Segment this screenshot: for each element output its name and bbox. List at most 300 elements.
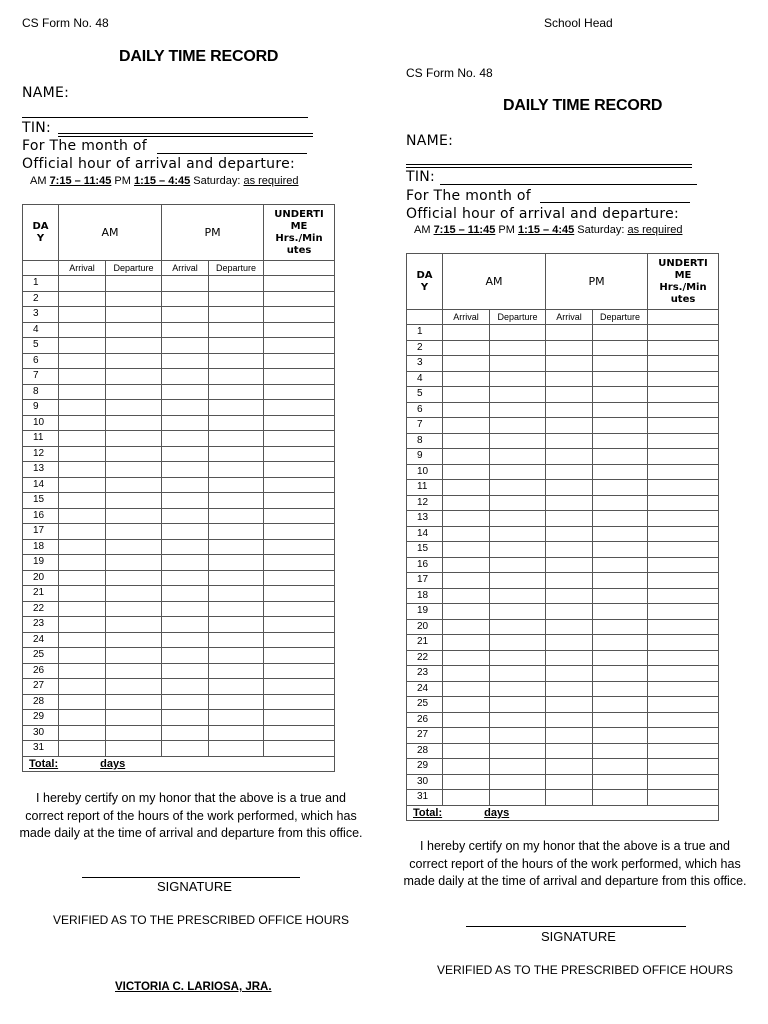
am-departure-cell[interactable] (106, 710, 162, 726)
am-arrival-cell[interactable] (443, 340, 490, 356)
undertime-cell[interactable] (648, 340, 719, 356)
undertime-cell[interactable] (648, 433, 719, 449)
tin-line[interactable] (440, 184, 697, 185)
am-arrival-cell[interactable] (59, 369, 106, 385)
pm-arrival-cell[interactable] (546, 573, 593, 589)
pm-arrival-cell[interactable] (162, 710, 209, 726)
pm-departure-cell[interactable] (593, 650, 648, 666)
am-arrival-cell[interactable] (59, 694, 106, 710)
undertime-cell[interactable] (648, 666, 719, 682)
am-arrival-cell[interactable] (443, 433, 490, 449)
undertime-cell[interactable] (648, 573, 719, 589)
undertime-cell[interactable] (264, 741, 335, 757)
undertime-cell[interactable] (264, 601, 335, 617)
am-departure-cell[interactable] (106, 291, 162, 307)
undertime-cell[interactable] (648, 495, 719, 511)
am-arrival-cell[interactable] (59, 446, 106, 462)
pm-departure-cell[interactable] (209, 617, 264, 633)
undertime-cell[interactable] (648, 604, 719, 620)
pm-arrival-cell[interactable] (546, 480, 593, 496)
am-arrival-cell[interactable] (59, 679, 106, 695)
am-arrival-cell[interactable] (59, 632, 106, 648)
pm-departure-cell[interactable] (209, 276, 264, 292)
am-arrival-cell[interactable] (59, 508, 106, 524)
undertime-cell[interactable] (648, 712, 719, 728)
pm-departure-cell[interactable] (593, 387, 648, 403)
am-departure-cell[interactable] (106, 586, 162, 602)
pm-departure-cell[interactable] (593, 340, 648, 356)
am-arrival-cell[interactable] (59, 741, 106, 757)
pm-departure-cell[interactable] (593, 402, 648, 418)
pm-arrival-cell[interactable] (162, 462, 209, 478)
pm-departure-cell[interactable] (209, 555, 264, 571)
am-departure-cell[interactable] (490, 402, 546, 418)
pm-arrival-cell[interactable] (162, 369, 209, 385)
am-departure-cell[interactable] (490, 526, 546, 542)
am-departure-cell[interactable] (490, 387, 546, 403)
undertime-cell[interactable] (264, 539, 335, 555)
undertime-cell[interactable] (264, 322, 335, 338)
am-departure-cell[interactable] (106, 648, 162, 664)
am-arrival-cell[interactable] (59, 725, 106, 741)
pm-departure-cell[interactable] (593, 418, 648, 434)
am-departure-cell[interactable] (106, 431, 162, 447)
pm-arrival-cell[interactable] (162, 446, 209, 462)
pm-departure-cell[interactable] (209, 431, 264, 447)
pm-departure-cell[interactable] (209, 384, 264, 400)
am-departure-cell[interactable] (490, 449, 546, 465)
name-line[interactable] (22, 117, 308, 118)
undertime-cell[interactable] (648, 635, 719, 651)
pm-arrival-cell[interactable] (162, 400, 209, 416)
undertime-cell[interactable] (648, 480, 719, 496)
pm-arrival-cell[interactable] (546, 371, 593, 387)
pm-departure-cell[interactable] (593, 774, 648, 790)
pm-departure-cell[interactable] (593, 511, 648, 527)
pm-departure-cell[interactable] (593, 495, 648, 511)
am-departure-cell[interactable] (490, 573, 546, 589)
undertime-cell[interactable] (264, 338, 335, 354)
pm-arrival-cell[interactable] (162, 338, 209, 354)
pm-departure-cell[interactable] (593, 573, 648, 589)
am-arrival-cell[interactable] (59, 555, 106, 571)
pm-arrival-cell[interactable] (546, 433, 593, 449)
pm-departure-cell[interactable] (209, 570, 264, 586)
undertime-cell[interactable] (648, 774, 719, 790)
pm-departure-cell[interactable] (209, 477, 264, 493)
am-arrival-cell[interactable] (443, 402, 490, 418)
am-departure-cell[interactable] (106, 446, 162, 462)
pm-arrival-cell[interactable] (546, 650, 593, 666)
am-arrival-cell[interactable] (443, 728, 490, 744)
am-departure-cell[interactable] (106, 539, 162, 555)
undertime-cell[interactable] (264, 415, 335, 431)
pm-arrival-cell[interactable] (546, 495, 593, 511)
pm-departure-cell[interactable] (593, 743, 648, 759)
am-departure-cell[interactable] (106, 508, 162, 524)
am-departure-cell[interactable] (490, 464, 546, 480)
am-departure-cell[interactable] (106, 493, 162, 509)
pm-arrival-cell[interactable] (162, 276, 209, 292)
am-arrival-cell[interactable] (443, 588, 490, 604)
am-departure-cell[interactable] (106, 570, 162, 586)
undertime-cell[interactable] (648, 371, 719, 387)
pm-arrival-cell[interactable] (162, 353, 209, 369)
signature-line[interactable] (82, 877, 300, 878)
am-arrival-cell[interactable] (443, 774, 490, 790)
am-departure-cell[interactable] (106, 322, 162, 338)
am-arrival-cell[interactable] (443, 387, 490, 403)
undertime-cell[interactable] (648, 681, 719, 697)
am-departure-cell[interactable] (106, 617, 162, 633)
undertime-cell[interactable] (264, 400, 335, 416)
pm-arrival-cell[interactable] (162, 694, 209, 710)
pm-arrival-cell[interactable] (546, 557, 593, 573)
am-departure-cell[interactable] (490, 340, 546, 356)
am-departure-cell[interactable] (490, 666, 546, 682)
undertime-cell[interactable] (648, 402, 719, 418)
undertime-cell[interactable] (264, 276, 335, 292)
pm-arrival-cell[interactable] (546, 588, 593, 604)
am-arrival-cell[interactable] (59, 291, 106, 307)
undertime-cell[interactable] (264, 493, 335, 509)
pm-departure-cell[interactable] (209, 586, 264, 602)
undertime-cell[interactable] (264, 307, 335, 323)
am-arrival-cell[interactable] (59, 663, 106, 679)
pm-departure-cell[interactable] (593, 449, 648, 465)
signature-line[interactable] (466, 926, 686, 927)
am-arrival-cell[interactable] (443, 480, 490, 496)
undertime-cell[interactable] (264, 617, 335, 633)
pm-departure-cell[interactable] (593, 635, 648, 651)
undertime-cell[interactable] (264, 632, 335, 648)
am-departure-cell[interactable] (106, 694, 162, 710)
am-arrival-cell[interactable] (443, 526, 490, 542)
pm-departure-cell[interactable] (593, 697, 648, 713)
name-line[interactable] (406, 164, 692, 165)
am-departure-cell[interactable] (490, 650, 546, 666)
pm-arrival-cell[interactable] (162, 291, 209, 307)
pm-arrival-cell[interactable] (162, 415, 209, 431)
undertime-cell[interactable] (264, 462, 335, 478)
am-departure-cell[interactable] (106, 725, 162, 741)
am-arrival-cell[interactable] (443, 650, 490, 666)
pm-departure-cell[interactable] (209, 415, 264, 431)
pm-departure-cell[interactable] (593, 325, 648, 341)
pm-departure-cell[interactable] (593, 619, 648, 635)
am-arrival-cell[interactable] (443, 681, 490, 697)
am-departure-cell[interactable] (106, 400, 162, 416)
pm-arrival-cell[interactable] (546, 464, 593, 480)
undertime-cell[interactable] (264, 524, 335, 540)
am-arrival-cell[interactable] (59, 586, 106, 602)
pm-departure-cell[interactable] (209, 601, 264, 617)
am-arrival-cell[interactable] (443, 356, 490, 372)
am-departure-cell[interactable] (490, 371, 546, 387)
undertime-cell[interactable] (648, 588, 719, 604)
pm-arrival-cell[interactable] (162, 539, 209, 555)
undertime-cell[interactable] (648, 526, 719, 542)
pm-departure-cell[interactable] (209, 741, 264, 757)
pm-arrival-cell[interactable] (546, 604, 593, 620)
undertime-cell[interactable] (648, 759, 719, 775)
pm-arrival-cell[interactable] (546, 712, 593, 728)
pm-arrival-cell[interactable] (546, 542, 593, 558)
pm-arrival-cell[interactable] (546, 387, 593, 403)
pm-arrival-cell[interactable] (162, 307, 209, 323)
am-departure-cell[interactable] (106, 679, 162, 695)
tin-line[interactable] (58, 133, 313, 134)
pm-arrival-cell[interactable] (162, 632, 209, 648)
pm-departure-cell[interactable] (209, 694, 264, 710)
pm-arrival-cell[interactable] (162, 663, 209, 679)
undertime-cell[interactable] (264, 384, 335, 400)
am-departure-cell[interactable] (490, 774, 546, 790)
undertime-cell[interactable] (648, 542, 719, 558)
pm-arrival-cell[interactable] (546, 402, 593, 418)
pm-departure-cell[interactable] (209, 508, 264, 524)
pm-arrival-cell[interactable] (162, 508, 209, 524)
undertime-cell[interactable] (264, 694, 335, 710)
am-departure-cell[interactable] (106, 384, 162, 400)
pm-arrival-cell[interactable] (162, 493, 209, 509)
am-departure-cell[interactable] (490, 635, 546, 651)
undertime-cell[interactable] (264, 291, 335, 307)
pm-departure-cell[interactable] (209, 524, 264, 540)
am-arrival-cell[interactable] (443, 418, 490, 434)
pm-arrival-cell[interactable] (162, 524, 209, 540)
pm-arrival-cell[interactable] (546, 790, 593, 806)
pm-arrival-cell[interactable] (162, 555, 209, 571)
undertime-cell[interactable] (648, 557, 719, 573)
am-departure-cell[interactable] (490, 712, 546, 728)
undertime-cell[interactable] (648, 464, 719, 480)
am-departure-cell[interactable] (106, 663, 162, 679)
undertime-cell[interactable] (264, 648, 335, 664)
am-arrival-cell[interactable] (59, 648, 106, 664)
am-arrival-cell[interactable] (59, 570, 106, 586)
am-arrival-cell[interactable] (59, 539, 106, 555)
undertime-cell[interactable] (648, 387, 719, 403)
undertime-cell[interactable] (264, 570, 335, 586)
undertime-cell[interactable] (264, 508, 335, 524)
pm-arrival-cell[interactable] (162, 601, 209, 617)
pm-departure-cell[interactable] (209, 462, 264, 478)
am-arrival-cell[interactable] (59, 524, 106, 540)
pm-arrival-cell[interactable] (546, 325, 593, 341)
am-arrival-cell[interactable] (443, 759, 490, 775)
pm-departure-cell[interactable] (593, 526, 648, 542)
undertime-cell[interactable] (648, 790, 719, 806)
am-departure-cell[interactable] (106, 555, 162, 571)
pm-arrival-cell[interactable] (546, 681, 593, 697)
pm-departure-cell[interactable] (209, 663, 264, 679)
am-departure-cell[interactable] (106, 524, 162, 540)
pm-departure-cell[interactable] (209, 369, 264, 385)
pm-departure-cell[interactable] (209, 632, 264, 648)
am-departure-cell[interactable] (490, 495, 546, 511)
pm-departure-cell[interactable] (593, 464, 648, 480)
am-departure-cell[interactable] (106, 477, 162, 493)
am-arrival-cell[interactable] (59, 493, 106, 509)
am-departure-cell[interactable] (490, 418, 546, 434)
pm-arrival-cell[interactable] (546, 697, 593, 713)
am-departure-cell[interactable] (106, 415, 162, 431)
am-arrival-cell[interactable] (59, 338, 106, 354)
pm-arrival-cell[interactable] (546, 511, 593, 527)
am-arrival-cell[interactable] (59, 431, 106, 447)
pm-arrival-cell[interactable] (546, 743, 593, 759)
month-line[interactable] (157, 153, 307, 154)
am-arrival-cell[interactable] (443, 557, 490, 573)
am-departure-cell[interactable] (490, 433, 546, 449)
pm-departure-cell[interactable] (209, 725, 264, 741)
pm-departure-cell[interactable] (593, 557, 648, 573)
undertime-cell[interactable] (264, 725, 335, 741)
pm-departure-cell[interactable] (209, 322, 264, 338)
pm-arrival-cell[interactable] (162, 586, 209, 602)
pm-departure-cell[interactable] (593, 480, 648, 496)
pm-departure-cell[interactable] (593, 681, 648, 697)
am-arrival-cell[interactable] (59, 276, 106, 292)
am-departure-cell[interactable] (490, 759, 546, 775)
pm-arrival-cell[interactable] (162, 741, 209, 757)
pm-arrival-cell[interactable] (162, 617, 209, 633)
am-departure-cell[interactable] (106, 338, 162, 354)
am-departure-cell[interactable] (490, 681, 546, 697)
pm-departure-cell[interactable] (593, 542, 648, 558)
pm-departure-cell[interactable] (209, 353, 264, 369)
pm-departure-cell[interactable] (209, 648, 264, 664)
pm-departure-cell[interactable] (593, 604, 648, 620)
am-arrival-cell[interactable] (443, 325, 490, 341)
am-departure-cell[interactable] (490, 511, 546, 527)
undertime-cell[interactable] (264, 586, 335, 602)
am-arrival-cell[interactable] (443, 449, 490, 465)
am-departure-cell[interactable] (490, 728, 546, 744)
pm-arrival-cell[interactable] (162, 384, 209, 400)
am-arrival-cell[interactable] (443, 542, 490, 558)
am-arrival-cell[interactable] (443, 604, 490, 620)
am-arrival-cell[interactable] (59, 384, 106, 400)
undertime-cell[interactable] (648, 325, 719, 341)
pm-departure-cell[interactable] (209, 338, 264, 354)
am-departure-cell[interactable] (490, 480, 546, 496)
pm-arrival-cell[interactable] (546, 356, 593, 372)
pm-arrival-cell[interactable] (546, 728, 593, 744)
pm-departure-cell[interactable] (209, 400, 264, 416)
pm-arrival-cell[interactable] (546, 759, 593, 775)
am-arrival-cell[interactable] (59, 601, 106, 617)
am-departure-cell[interactable] (490, 697, 546, 713)
undertime-cell[interactable] (264, 710, 335, 726)
pm-arrival-cell[interactable] (546, 635, 593, 651)
am-departure-cell[interactable] (106, 632, 162, 648)
pm-departure-cell[interactable] (593, 588, 648, 604)
am-arrival-cell[interactable] (59, 322, 106, 338)
pm-departure-cell[interactable] (593, 356, 648, 372)
am-arrival-cell[interactable] (443, 511, 490, 527)
am-departure-cell[interactable] (490, 604, 546, 620)
pm-departure-cell[interactable] (593, 728, 648, 744)
am-arrival-cell[interactable] (443, 573, 490, 589)
am-arrival-cell[interactable] (59, 400, 106, 416)
am-arrival-cell[interactable] (443, 712, 490, 728)
am-arrival-cell[interactable] (59, 462, 106, 478)
pm-arrival-cell[interactable] (162, 477, 209, 493)
pm-arrival-cell[interactable] (546, 526, 593, 542)
pm-departure-cell[interactable] (593, 790, 648, 806)
pm-arrival-cell[interactable] (546, 449, 593, 465)
am-arrival-cell[interactable] (59, 353, 106, 369)
am-arrival-cell[interactable] (59, 710, 106, 726)
pm-arrival-cell[interactable] (162, 648, 209, 664)
pm-departure-cell[interactable] (209, 679, 264, 695)
am-departure-cell[interactable] (106, 601, 162, 617)
undertime-cell[interactable] (264, 555, 335, 571)
undertime-cell[interactable] (648, 356, 719, 372)
am-arrival-cell[interactable] (59, 617, 106, 633)
am-departure-cell[interactable] (106, 276, 162, 292)
am-departure-cell[interactable] (490, 542, 546, 558)
undertime-cell[interactable] (648, 650, 719, 666)
am-departure-cell[interactable] (106, 369, 162, 385)
pm-arrival-cell[interactable] (162, 679, 209, 695)
undertime-cell[interactable] (264, 446, 335, 462)
am-departure-cell[interactable] (490, 743, 546, 759)
am-departure-cell[interactable] (490, 619, 546, 635)
am-arrival-cell[interactable] (443, 790, 490, 806)
pm-departure-cell[interactable] (209, 710, 264, 726)
am-departure-cell[interactable] (106, 307, 162, 323)
am-departure-cell[interactable] (106, 353, 162, 369)
undertime-cell[interactable] (264, 663, 335, 679)
pm-departure-cell[interactable] (209, 446, 264, 462)
month-line[interactable] (540, 202, 690, 203)
undertime-cell[interactable] (264, 679, 335, 695)
undertime-cell[interactable] (648, 697, 719, 713)
am-departure-cell[interactable] (490, 325, 546, 341)
pm-departure-cell[interactable] (593, 666, 648, 682)
am-arrival-cell[interactable] (443, 495, 490, 511)
pm-departure-cell[interactable] (209, 539, 264, 555)
am-departure-cell[interactable] (106, 741, 162, 757)
pm-arrival-cell[interactable] (162, 322, 209, 338)
undertime-cell[interactable] (648, 619, 719, 635)
am-arrival-cell[interactable] (59, 307, 106, 323)
undertime-cell[interactable] (648, 449, 719, 465)
pm-departure-cell[interactable] (593, 371, 648, 387)
pm-arrival-cell[interactable] (546, 666, 593, 682)
undertime-cell[interactable] (264, 477, 335, 493)
undertime-cell[interactable] (264, 353, 335, 369)
pm-arrival-cell[interactable] (546, 340, 593, 356)
pm-departure-cell[interactable] (593, 712, 648, 728)
pm-arrival-cell[interactable] (546, 619, 593, 635)
pm-departure-cell[interactable] (593, 433, 648, 449)
undertime-cell[interactable] (648, 511, 719, 527)
am-arrival-cell[interactable] (443, 371, 490, 387)
am-departure-cell[interactable] (106, 462, 162, 478)
am-arrival-cell[interactable] (443, 619, 490, 635)
pm-departure-cell[interactable] (209, 291, 264, 307)
am-arrival-cell[interactable] (59, 415, 106, 431)
pm-departure-cell[interactable] (209, 307, 264, 323)
am-arrival-cell[interactable] (443, 697, 490, 713)
am-departure-cell[interactable] (490, 588, 546, 604)
pm-arrival-cell[interactable] (162, 431, 209, 447)
am-departure-cell[interactable] (490, 557, 546, 573)
